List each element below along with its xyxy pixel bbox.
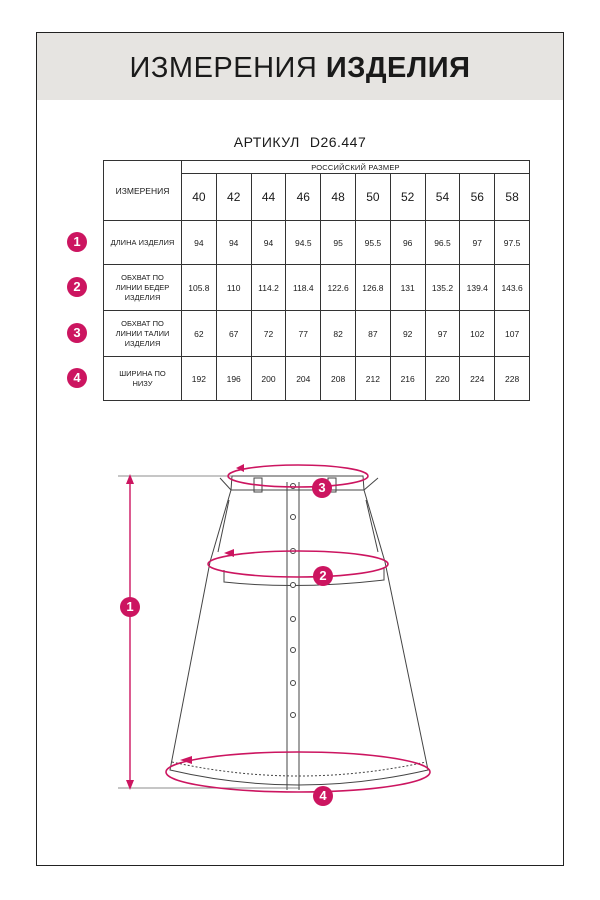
table-cell: 82 <box>321 311 356 357</box>
table-cell: 102 <box>460 311 495 357</box>
article-code: D26.447 <box>309 134 367 150</box>
table-cell: 224 <box>460 357 495 401</box>
table-cell: 96.5 <box>425 221 460 265</box>
table-cell: 114.2 <box>251 265 286 311</box>
size-header-cell: 48 <box>321 174 356 221</box>
table-cell: 135.2 <box>425 265 460 311</box>
row-badge-3: 3 <box>67 323 87 343</box>
marker-2-badge: 2 <box>313 566 333 586</box>
row-label-line: ЛИНИИ ТАЛИИ <box>115 328 170 338</box>
table-cell: 95.5 <box>355 221 390 265</box>
table-cell: 131 <box>390 265 425 311</box>
table-cell: 105.8 <box>182 265 217 311</box>
marker-1-badge: 1 <box>120 597 140 617</box>
table-cell: 126.8 <box>355 265 390 311</box>
table-cell: 92 <box>390 311 425 357</box>
length-arrow-bottom <box>126 780 134 790</box>
table-cell: 228 <box>495 357 530 401</box>
row-label-line: ОБХВАТ ПО <box>121 318 164 328</box>
title-light: ИЗМЕРЕНИЯ <box>129 52 318 84</box>
table-cell: 94 <box>251 221 286 265</box>
size-header-cell: 46 <box>286 174 321 221</box>
table-cell: 94.5 <box>286 221 321 265</box>
table-cell: 196 <box>216 357 251 401</box>
row-badge-2: 2 <box>67 277 87 297</box>
table-cell: 67 <box>216 311 251 357</box>
size-header-cell: 54 <box>425 174 460 221</box>
table-cell: 204 <box>286 357 321 401</box>
table-cell: 216 <box>390 357 425 401</box>
size-header-cell: 52 <box>390 174 425 221</box>
table-cell: 95 <box>321 221 356 265</box>
measure-header: ИЗМЕРЕНИЯ <box>104 161 182 221</box>
hip-ellipse <box>208 551 388 577</box>
table-cell: 208 <box>321 357 356 401</box>
table-cell: 97 <box>460 221 495 265</box>
size-header-cell: 42 <box>216 174 251 221</box>
marker-3-badge: 3 <box>312 478 332 498</box>
table-cell: 72 <box>251 311 286 357</box>
size-header-cell: 58 <box>495 174 530 221</box>
row-label-line: ИЗДЕЛИЯ <box>124 338 161 348</box>
size-header-cell: 44 <box>251 174 286 221</box>
table-cell: 77 <box>286 311 321 357</box>
length-arrow-top <box>126 474 134 484</box>
table-cell: 139.4 <box>460 265 495 311</box>
table-cell: 192 <box>182 357 217 401</box>
table-cell: 97.5 <box>495 221 530 265</box>
table-cell: 143.6 <box>495 265 530 311</box>
table-cell: 94 <box>216 221 251 265</box>
row-label-line: ИЗДЕЛИЯ <box>124 292 161 302</box>
table-cell: 212 <box>355 357 390 401</box>
table-cell: 118.4 <box>286 265 321 311</box>
row-label-line: ШИРИНА ПО <box>119 368 166 378</box>
table-cell: 110 <box>216 265 251 311</box>
table-cell: 96 <box>390 221 425 265</box>
article-label: АРТИКУЛ <box>233 134 300 150</box>
table-cell: 87 <box>355 311 390 357</box>
row-label-line: НИЗУ <box>132 378 153 388</box>
marker-4-badge: 4 <box>313 786 333 806</box>
table-cell: 62 <box>182 311 217 357</box>
row-badge-1: 1 <box>67 232 87 252</box>
row-label-line: ОБХВАТ ПО <box>121 272 164 282</box>
table-cell: 94 <box>182 221 217 265</box>
size-header-cell: 50 <box>355 174 390 221</box>
skirt-outline <box>170 476 428 790</box>
title-bold: ИЗДЕЛИЯ <box>325 52 471 84</box>
table-cell: 200 <box>251 357 286 401</box>
size-header-cell: 56 <box>460 174 495 221</box>
hem-ellipse <box>166 752 430 792</box>
table-cell: 107 <box>495 311 530 357</box>
skirt-buttons <box>291 484 296 718</box>
row-badge-4: 4 <box>67 368 87 388</box>
length-measure <box>118 476 300 788</box>
table-cell: 220 <box>425 357 460 401</box>
size-header-cell: 40 <box>182 174 217 221</box>
row-label-line: ДЛИНА ИЗДЕЛИЯ <box>110 237 175 247</box>
table-cell: 122.6 <box>321 265 356 311</box>
size-group-header: РОССИЙСКИЙ РАЗМЕР <box>182 161 530 174</box>
table-cell: 97 <box>425 311 460 357</box>
row-label-line: ЛИНИИ БЕДЕР <box>115 282 170 292</box>
